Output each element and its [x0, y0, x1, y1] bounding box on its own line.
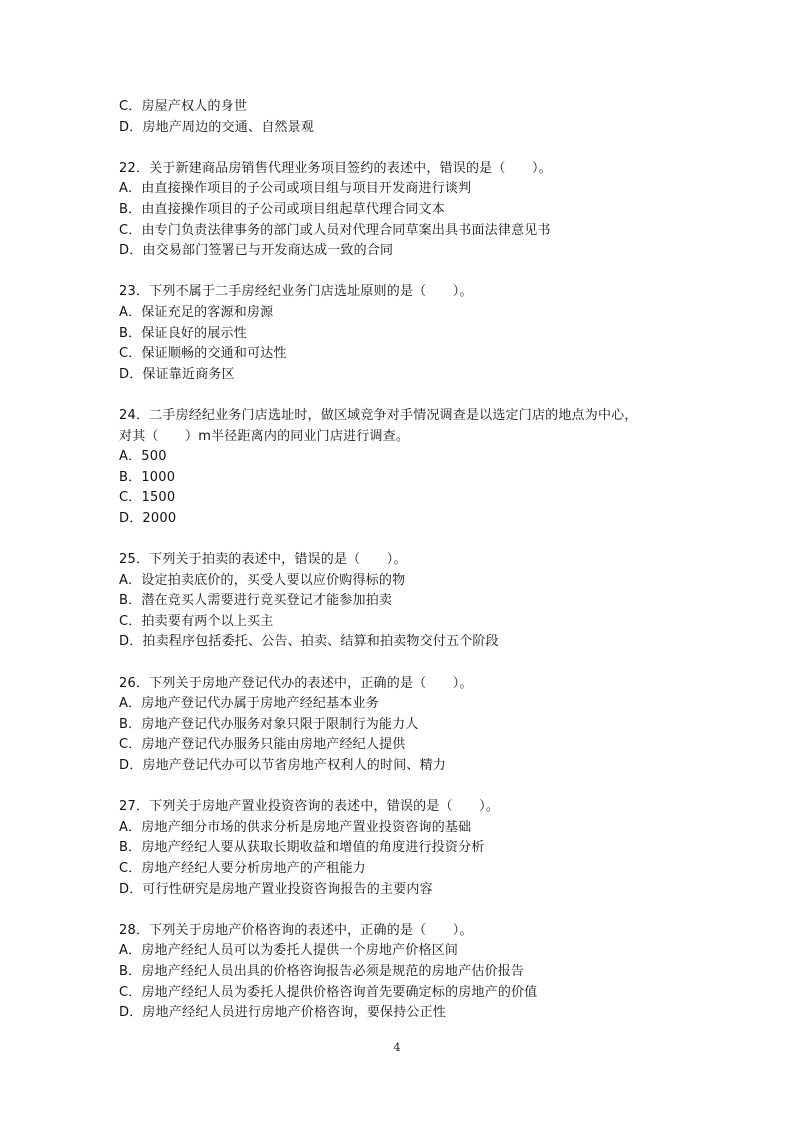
option-b: B．房地产登记代办服务对象只限于限制行为能力人: [119, 716, 419, 732]
option-b: B．潜在竞买人需要进行竞买登记才能参加拍卖: [119, 593, 393, 609]
option-b: B．1000: [119, 469, 176, 485]
question-stem: 22．关于新建商品房销售代理业务项目签约的表述中，错误的是（ ）。: [119, 160, 552, 176]
question-22: [119, 159, 679, 262]
option-a: A．房地产经纪人员可以为委托人提供一个房地产价格区间: [119, 943, 459, 959]
option-d: D．保证靠近商务区: [119, 366, 235, 382]
option-a: A．保证充足的客源和房源: [119, 304, 274, 320]
option-c: C．拍卖要有两个以上买主: [119, 613, 274, 629]
option-a: A．房地产登记代办属于房地产经纪基本业务: [119, 696, 379, 712]
option-b: B．由直接操作项目的子公司或项目组起草代理合同文本: [119, 201, 445, 217]
option-c: C．房地产经纪人要分析房地产的产租能力: [119, 860, 366, 876]
option-d: D．房地产周边的交通、自然景观: [119, 119, 315, 135]
question-stem: 26．下列关于房地产登记代办的表述中，正确的是（ ）。: [119, 675, 473, 691]
question-stem: 23．下列不属于二手房经纪业务门店选址原则的是（ ）。: [119, 284, 473, 300]
question-stem: 27．下列关于房地产置业投资咨询的表述中，错误的是（ ）。: [119, 799, 500, 815]
option-c: C．房地产登记代办服务只能由房地产经纪人提供: [119, 737, 406, 753]
option-d: D．2000: [119, 510, 177, 526]
option-c: C．保证顺畅的交通和可达性: [119, 346, 287, 362]
option-a: A．500: [119, 449, 167, 465]
question-24: [119, 406, 679, 530]
option-c: C．房地产经纪人员为委托人提供价格咨询首先要确定标的房地产的价值: [119, 984, 538, 1000]
option-c: C．由专门负责法律事务的部门或人员对代理合同草案出具书面法律意见书: [119, 222, 551, 238]
option-c: C．房屋产权人的身世: [119, 99, 248, 114]
option-b: B．房地产经纪人员出具的价格咨询报告必须是规范的房地产估价报告: [119, 963, 525, 979]
question-list: [119, 97, 679, 1024]
option-d: D．由交易部门签署已与开发商达成一致的合同: [119, 243, 394, 259]
question-27: [119, 797, 679, 900]
option-a: A．房地产细分市场的供求分析是房地产置业投资咨询的基础: [119, 819, 472, 835]
option-d: D．房地产经纪人员进行房地产价格咨询，要保持公正性: [119, 1005, 447, 1021]
option-d: D．可行性研究是房地产置业投资咨询报告的主要内容: [119, 881, 433, 897]
option-a: A．由直接操作项目的子公司或项目组与项目开发商进行谈判: [119, 181, 472, 197]
option-d: D．房地产登记代办可以节省房地产权利人的时间、精力: [119, 758, 447, 773]
question-21-tail: [119, 97, 679, 138]
option-c: C．1500: [119, 490, 176, 506]
question-stem: 28．下列关于房地产价格咨询的表述中，正确的是（ ）。: [119, 922, 473, 938]
option-d: D．拍卖程序包括委托、公告、拍卖、结算和拍卖物交付五个阶段: [119, 634, 499, 650]
option-b: B．保证良好的展示性: [119, 325, 247, 341]
question-stem-continued: 对其（ ）m半径距离内的同业门店进行调查。: [119, 428, 410, 444]
question-25: [119, 550, 679, 653]
page-number: 4: [393, 1041, 401, 1054]
option-b: B．房地产经纪人要从获取长期收益和增值的角度进行投资分析: [119, 840, 485, 856]
question-23: [119, 282, 679, 385]
question-stem: 25．下列关于拍卖的表述中，错误的是（ ）。: [119, 552, 407, 568]
question-28: [119, 921, 679, 1024]
question-stem: 24．二手房经纪业务门店选址时，做区域竞争对手情况调查是以选定门店的地点为中心，: [119, 407, 638, 423]
option-a: A．设定拍卖底价的，买受人要以应价购得标的物: [119, 572, 406, 588]
question-26: [119, 674, 679, 777]
